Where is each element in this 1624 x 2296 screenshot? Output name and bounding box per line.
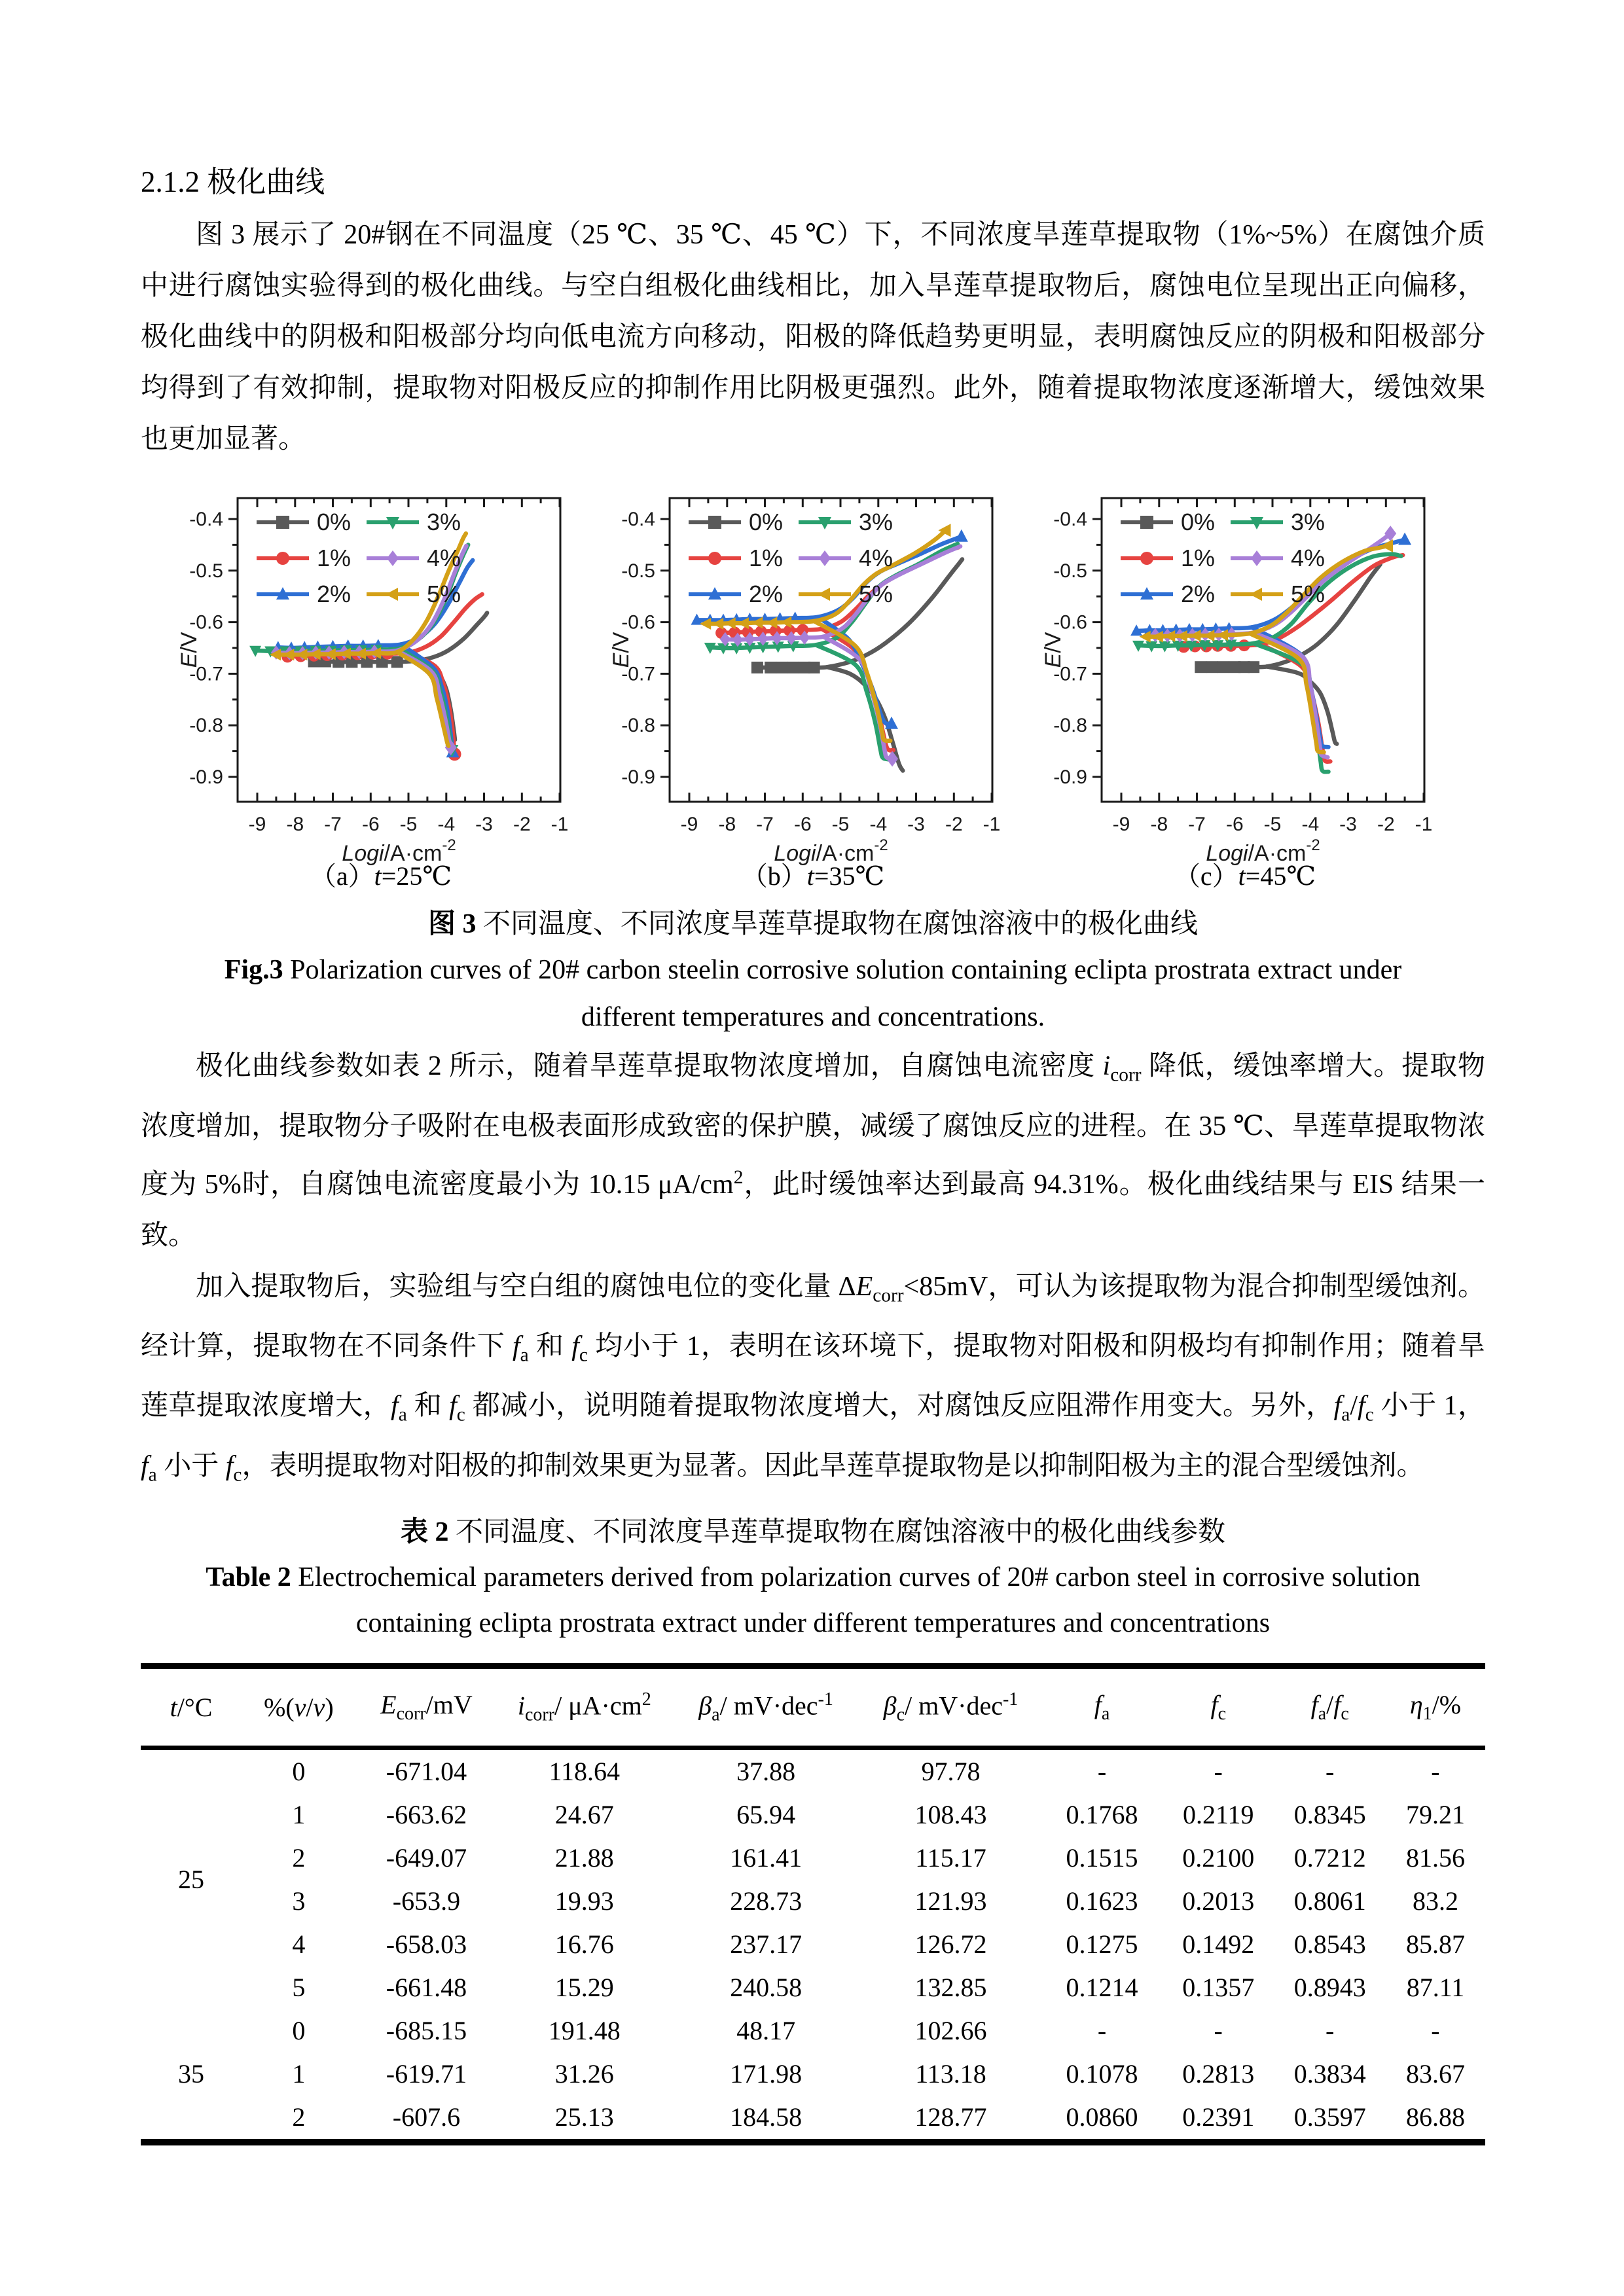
svg-text:-0.8: -0.8 — [1053, 715, 1087, 737]
svg-text:0%: 0% — [749, 509, 784, 536]
svg-text:-0.4: -0.4 — [189, 509, 223, 531]
svg-text:-7: -7 — [1188, 814, 1206, 836]
column-header: $f_a/f_c$ — [1310, 1690, 1349, 1725]
legend-item-0% — [257, 509, 351, 535]
svg-text:5%: 5% — [427, 581, 461, 608]
svg-text:3%: 3% — [427, 509, 461, 536]
table-cell: 65.94 — [736, 1800, 796, 1830]
table-cell: -685.15 — [386, 2016, 467, 2046]
table-cell: 108.43 — [914, 1800, 987, 1830]
column-header: t/°C — [170, 1692, 213, 1722]
table-cell: 1 — [292, 2059, 306, 2089]
table-cell: 102.66 — [914, 2016, 987, 2046]
table-cell: 0.2119 — [1182, 1800, 1254, 1830]
column-header: $\beta_a/$ mV·dec$^{-1}$ — [698, 1689, 833, 1725]
polarization-chart — [609, 482, 1016, 867]
svg-text:-2: -2 — [1377, 814, 1395, 836]
table-cell: 24.67 — [554, 1800, 614, 1830]
x-axis-title: Logi/$A\cdot cm^{-2}$ — [1206, 836, 1320, 867]
svg-text:2%: 2% — [1181, 581, 1216, 608]
svg-text:-0.9: -0.9 — [1053, 766, 1087, 789]
svg-text:-1: -1 — [1415, 814, 1433, 836]
paragraph-3: 加入提取物后，实验组与空白组的腐蚀电位的变化量 $\Delta E_{corr}<85mV$，可认为该提取物为混合抑制型缓蚀剂。经计算，提取物在不同条件下 $f_a$ 和 $f_c$ 均小于 1，表明在该环境下，提取物对阳极和阴极均有抑制作用；随着旱莲草提取浓度增大，$f_a$ 和 $f_c$ 都减小，说明随着提取物浓度增大，对腐蚀反应阻滞作用变大。另外，$f_a/f_c$ 小于 1，$f_a$ 小于 $f_c$，表明提取物对阳极的抑制效果更为显著。因此旱莲草提取物是以抑制阳极为主的混合型缓蚀剂。 — [141, 1271, 1485, 1486]
table-cell: 21.88 — [554, 1843, 614, 1873]
table-cell: 83.67 — [1405, 2059, 1465, 2089]
table-cell: 15.29 — [554, 1973, 614, 2003]
paragraph-1: 图 3 展示了 20#钢在不同温度（25 ℃、35 ℃、45 ℃）下，不同浓度旱莲草提取物（1%~5%）在腐蚀介质中进行腐蚀实验得到的极化曲线。与空白组极化曲线相比，加入旱莲草提取物后，腐蚀电位呈现出正向偏移，极化曲线中的阴极和阳极部分均向低电流方向移动，阳极的降低趋势更明显，表明腐蚀反应的阴极和阳极部分均得到了有效抑制，提取物对阳极反应的抑制作用比阴极更强烈。此外，随着提取物浓度逐渐增大，缓蚀效果也更加显著。 — [141, 220, 1485, 455]
table-cell: 81.56 — [1405, 1843, 1465, 1873]
table-cell: 240.58 — [730, 1973, 803, 2003]
svg-text:-1: -1 — [983, 814, 1001, 836]
table-cell: 0.2013 — [1182, 1886, 1255, 1916]
svg-text:-9: -9 — [248, 814, 266, 836]
table-cell: 113.18 — [915, 2059, 986, 2089]
polarization-chart-35c — [609, 482, 1016, 867]
svg-text:-5: -5 — [399, 814, 418, 836]
column-header: $\eta_1/\%$ — [1409, 1690, 1462, 1725]
chart-legend — [689, 509, 893, 607]
svg-text:-8: -8 — [718, 814, 736, 836]
svg-text:-0.8: -0.8 — [621, 715, 655, 737]
polarization-chart — [177, 482, 584, 867]
svg-text:-0.5: -0.5 — [1053, 560, 1087, 583]
legend-item-4% — [799, 545, 893, 571]
table-cell: 85.87 — [1405, 1929, 1465, 1960]
table-row — [141, 2096, 1485, 2142]
section-heading: 2.1.2 极化曲线 — [141, 166, 325, 198]
svg-text:-6: -6 — [1225, 814, 1244, 836]
table-cell: 48.17 — [736, 2016, 796, 2046]
svg-text:-0.7: -0.7 — [189, 663, 223, 685]
table-cell: 115.17 — [915, 1843, 986, 1873]
svg-text:-0.6: -0.6 — [621, 611, 655, 634]
polarization-chart-25c — [177, 482, 584, 867]
figure-3b-column — [610, 482, 1016, 892]
table-cell: 228.73 — [730, 1886, 803, 1916]
series-3% — [1132, 554, 1401, 772]
svg-text:-5: -5 — [831, 814, 850, 836]
table-cell: - — [1097, 1757, 1107, 1787]
svg-text:5%: 5% — [859, 581, 893, 608]
svg-text:0%: 0% — [1181, 509, 1216, 536]
table-cell: -649.07 — [386, 1843, 467, 1873]
svg-text:-0.7: -0.7 — [621, 663, 655, 685]
table-cell: 0.2391 — [1182, 2102, 1255, 2132]
svg-text:1%: 1% — [749, 545, 784, 572]
y-axis-title: E/V — [609, 632, 634, 668]
table-cell: 161.41 — [730, 1843, 803, 1873]
svg-text:2%: 2% — [317, 581, 352, 608]
y-axis-title: E/V — [1041, 632, 1066, 668]
svg-text:-2: -2 — [945, 814, 963, 836]
table-cell: 0.0860 — [1066, 2102, 1138, 2132]
svg-text:-0.6: -0.6 — [189, 611, 223, 634]
table-cell: - — [1326, 2016, 1335, 2046]
table-row — [141, 1793, 1485, 1837]
column-header: %(v/v) — [264, 1692, 334, 1722]
table-cell: 191.48 — [548, 2016, 621, 2046]
table-row — [141, 1923, 1485, 1966]
table-cell: - — [1214, 1757, 1223, 1787]
temperature-group-label: 35 — [178, 2059, 205, 2089]
svg-text:3%: 3% — [1291, 509, 1326, 536]
table-cell: -663.62 — [386, 1800, 467, 1830]
svg-text:-4: -4 — [869, 814, 888, 836]
svg-text:-8: -8 — [286, 814, 304, 836]
svg-text:1%: 1% — [317, 545, 352, 572]
table-cell: 87.11 — [1406, 1973, 1465, 2003]
legend-item-1% — [257, 545, 351, 571]
column-header: $E_{corr}/mV$ — [380, 1690, 473, 1725]
polarization-chart — [1041, 482, 1448, 867]
svg-text:-0.9: -0.9 — [189, 766, 223, 789]
legend-item-4% — [1231, 545, 1325, 571]
legend-item-5% — [367, 581, 461, 607]
svg-text:-0.5: -0.5 — [189, 560, 223, 583]
chart-legend — [257, 509, 461, 607]
legend-item-3% — [1231, 509, 1325, 535]
table-cell: 1 — [292, 1800, 306, 1830]
svg-text:-6: -6 — [361, 814, 380, 836]
svg-text:5%: 5% — [1291, 581, 1326, 608]
parameters-table — [141, 1663, 1485, 2145]
table-cell: 2 — [292, 2102, 306, 2132]
legend-item-2% — [689, 581, 783, 607]
table-cell: 0.8061 — [1293, 1886, 1366, 1916]
table-cell: 79.21 — [1405, 1800, 1465, 1830]
figure-3c-column — [1042, 482, 1448, 892]
legend-item-0% — [689, 509, 783, 535]
temperature-group-label: 25 — [178, 1865, 205, 1895]
table-cell: 16.76 — [554, 1929, 614, 1960]
svg-text:-5: -5 — [1263, 814, 1282, 836]
svg-text:-0.6: -0.6 — [1053, 611, 1087, 634]
figure-3 — [141, 482, 1485, 892]
table-cell: -607.6 — [392, 2102, 461, 2132]
svg-text:-0.7: -0.7 — [1053, 663, 1087, 685]
table-cell: 0.1275 — [1066, 1929, 1138, 1960]
table-cell: 0.1078 — [1066, 2059, 1138, 2089]
figure-3a-column — [178, 482, 584, 892]
table-cell: 128.77 — [914, 2102, 987, 2132]
column-header: $f_a$ — [1094, 1690, 1110, 1725]
table-row — [141, 1837, 1485, 1880]
table-row — [141, 2053, 1485, 2096]
svg-text:-0.4: -0.4 — [621, 509, 655, 531]
table-cell: 5 — [292, 1973, 306, 2003]
table-cell: - — [1214, 2016, 1223, 2046]
table-cell: 0.8543 — [1293, 1929, 1366, 1960]
svg-text:4%: 4% — [859, 545, 893, 572]
table-cell: - — [1431, 1757, 1440, 1787]
legend-item-2% — [257, 581, 351, 607]
series-4% — [271, 546, 467, 755]
svg-text:0%: 0% — [317, 509, 352, 536]
legend-item-0% — [1121, 509, 1215, 535]
table-cell: 0.2100 — [1182, 1843, 1255, 1873]
svg-text:-7: -7 — [324, 814, 342, 836]
table-cell: 171.98 — [730, 2059, 803, 2089]
table-cell: 2 — [292, 1843, 306, 1873]
y-axis-title: E/V — [177, 632, 202, 668]
figure-caption-en: Fig.3 Polarization curves of 20# carbon steelin corrosive solution containing eclipta prostrata extract under different temperatures and concentrations. — [224, 955, 1402, 1033]
table-cell: - — [1431, 2016, 1440, 2046]
svg-text:-4: -4 — [1301, 814, 1320, 836]
svg-text:4%: 4% — [427, 545, 461, 572]
legend-item-3% — [799, 509, 893, 535]
legend-item-1% — [1121, 545, 1215, 571]
subcaption-b: （b）t=35℃ — [741, 861, 885, 891]
x-axis-title: Logi/$A\cdot cm^{-2}$ — [342, 836, 456, 867]
table-cell: 0.1768 — [1066, 1800, 1138, 1830]
svg-text:2%: 2% — [749, 581, 784, 608]
table-cell: -658.03 — [386, 1929, 467, 1960]
table-cell: -619.71 — [386, 2059, 467, 2089]
table-cell: 0 — [292, 2016, 306, 2046]
table-row — [141, 1880, 1485, 1923]
table-cell: 37.88 — [736, 1757, 796, 1787]
table-cell: 132.85 — [914, 1973, 987, 2003]
svg-text:3%: 3% — [859, 509, 893, 536]
table-caption-en: Table 2 Electrochemical parameters derived from polarization curves of 20# carbon steel in corrosive solution containing eclipta prostrata extract under different temperatures and concentrations — [206, 1562, 1420, 1639]
table-cell: 0.2813 — [1182, 2059, 1255, 2089]
svg-text:-0.4: -0.4 — [1053, 509, 1087, 531]
legend-item-4% — [367, 545, 461, 571]
paragraph-2: 极化曲线参数如表 2 所示，随着旱莲草提取物浓度增加，自腐蚀电流密度 $i_{corr}$ 降低，缓蚀率增大。提取物浓度增加，提取物分子吸附在电极表面形成致密的保护膜，减缓了腐蚀反应的进程。在 35 ℃、旱莲草提取物浓度为 5%时，自腐蚀电流密度最小为 10.15 $\mu A/cm^2$，此时缓蚀率达到最高 94.31%。极化曲线结果与 EIS 结果一致。 — [141, 1051, 1485, 1251]
polarization-chart-45c — [1041, 482, 1448, 867]
svg-text:-3: -3 — [475, 814, 493, 836]
svg-text:-6: -6 — [793, 814, 812, 836]
chart-legend — [1121, 509, 1325, 607]
svg-text:-0.5: -0.5 — [621, 560, 655, 583]
table-cell: - — [1326, 1757, 1335, 1787]
subcaption-a: （a）t=25℃ — [310, 861, 452, 891]
table-cell: 0.8943 — [1293, 1973, 1366, 2003]
series-0% — [308, 613, 487, 740]
column-header: $i_{corr}/$ $\mu A\cdot cm^2$ — [517, 1689, 651, 1725]
legend-item-1% — [689, 545, 783, 571]
column-header: $f_c$ — [1210, 1690, 1226, 1725]
svg-text:-4: -4 — [437, 814, 456, 836]
table-cell: 0.7212 — [1293, 1843, 1366, 1873]
svg-text:-0.8: -0.8 — [189, 715, 223, 737]
table-cell: -661.48 — [386, 1973, 467, 2003]
table-cell: 118.64 — [549, 1757, 621, 1787]
svg-text:-1: -1 — [550, 814, 569, 836]
svg-text:4%: 4% — [1291, 545, 1326, 572]
table-cell: 83.2 — [1412, 1886, 1458, 1916]
figure-caption-zh: 图 3 不同温度、不同浓度旱莲草提取物在腐蚀溶液中的极化曲线 — [427, 909, 1199, 940]
table-caption-zh: 表 2 不同温度、不同浓度旱莲草提取物在腐蚀溶液中的极化曲线参数 — [400, 1517, 1226, 1548]
legend-item-5% — [1231, 581, 1325, 607]
legend-item-2% — [1121, 581, 1215, 607]
table-row — [141, 1966, 1485, 2009]
legend-item-3% — [367, 509, 461, 535]
svg-text:-0.9: -0.9 — [621, 766, 655, 789]
table-cell: 0 — [292, 1757, 306, 1787]
table-cell: 237.17 — [730, 1929, 803, 1960]
table-cell: - — [1097, 2016, 1107, 2046]
svg-text:-7: -7 — [756, 814, 774, 836]
x-axis-title: Logi/$A\cdot cm^{-2}$ — [774, 836, 888, 867]
table-cell: 0.1214 — [1066, 1973, 1138, 2003]
series-3% — [704, 544, 958, 759]
table-cell: 0.3597 — [1293, 2102, 1366, 2132]
table-row — [141, 2009, 1485, 2053]
table-cell: 184.58 — [730, 2102, 803, 2132]
svg-text:-2: -2 — [513, 814, 531, 836]
svg-text:-9: -9 — [1112, 814, 1130, 836]
table-cell: 0.1357 — [1182, 1973, 1255, 2003]
table-cell: 0.1492 — [1182, 1929, 1255, 1960]
table-cell: 126.72 — [914, 1929, 987, 1960]
svg-text:-3: -3 — [907, 814, 925, 836]
table-cell: 3 — [292, 1886, 306, 1916]
column-header: $\beta_c/$ mV·dec$^{-1}$ — [883, 1689, 1019, 1725]
table-cell: 0.1623 — [1066, 1886, 1138, 1916]
table-cell: 0.3834 — [1293, 2059, 1366, 2089]
table-cell: 121.93 — [914, 1886, 987, 1916]
table-cell: 4 — [292, 1929, 306, 1960]
svg-text:-9: -9 — [680, 814, 698, 836]
table-cell: 31.26 — [554, 2059, 614, 2089]
table-cell: 0.8345 — [1293, 1800, 1366, 1830]
table-cell: 0.1515 — [1066, 1843, 1138, 1873]
table-cell: 25.13 — [554, 2102, 614, 2132]
table-cell: -671.04 — [386, 1757, 467, 1787]
table-cell: 97.78 — [921, 1757, 981, 1787]
svg-text:-8: -8 — [1150, 814, 1168, 836]
table-cell: 86.88 — [1405, 2102, 1465, 2132]
table-cell: 19.93 — [554, 1886, 614, 1916]
table-row — [141, 1748, 1485, 1794]
table-header-row — [141, 1666, 1485, 1748]
table-cell: -653.9 — [392, 1886, 461, 1916]
svg-text:1%: 1% — [1181, 545, 1216, 572]
svg-text:-3: -3 — [1339, 814, 1357, 836]
subcaption-c: （c）t=45℃ — [1174, 861, 1316, 891]
